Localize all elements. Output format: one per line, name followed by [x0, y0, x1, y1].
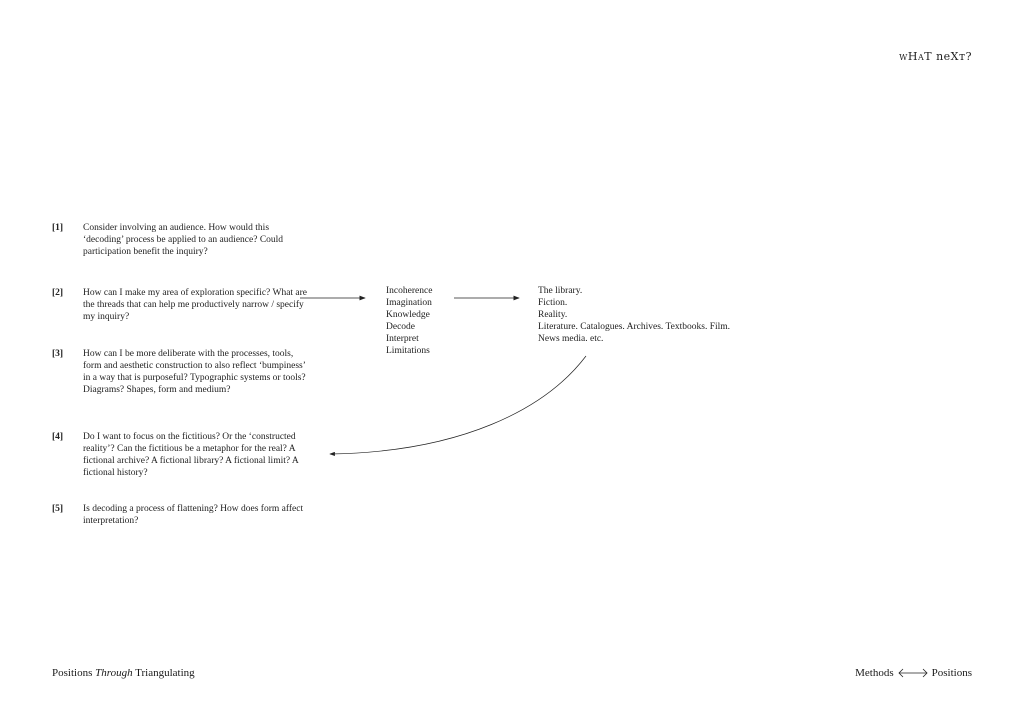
source-list	[538, 285, 730, 345]
question-number: [1]	[52, 223, 64, 233]
footer-left-part2: Through	[95, 667, 133, 679]
question-number: [5]	[52, 504, 64, 514]
question-text: Do I want to focus on the fictitious? Or the ‘constructed reality’? Can the fictitious be a metaphor for the real? A fictional archive? A fictional library? A fictional limit? A fictional history?	[83, 432, 299, 478]
source-item: Literature. Catalogues. Archives. Textbooks. Film.	[538, 322, 731, 332]
question-number: [4]	[52, 432, 64, 442]
source-item: News media. etc.	[538, 334, 604, 344]
footer-left-title	[52, 667, 195, 679]
page-title-part2: neXт?	[936, 50, 972, 63]
concept-item: Limitations	[386, 346, 430, 356]
question-number: [3]	[52, 349, 64, 359]
footer-right-part1: Methods	[855, 667, 894, 679]
page-title-part1: wHaT	[899, 50, 933, 63]
source-item: The library.	[538, 286, 583, 296]
footer-right-part2: Positions	[931, 667, 972, 679]
arrow-sources-to-question-4	[330, 356, 586, 454]
footer-left-part3: Triangulating	[135, 667, 195, 679]
page-title	[899, 50, 972, 63]
concept-item: Incoherence	[386, 286, 433, 296]
question-number: [2]	[52, 288, 64, 298]
question-text: Consider involving an audience. How would this ‘decoding’ process be applied to an audience? Could participation benefit the inquiry?	[83, 223, 284, 257]
concept-item: Knowledge	[386, 310, 430, 320]
source-item: Fiction.	[538, 298, 568, 308]
footer-right-title	[855, 667, 972, 679]
double-arrow-icon	[897, 668, 929, 678]
concept-item: Interpret	[386, 334, 419, 344]
footer-left-part1: Positions	[52, 667, 93, 679]
concept-item: Decode	[386, 322, 416, 332]
concept-list	[386, 285, 432, 357]
question-text: Is decoding a process of flattening? How does form affect interpretation?	[83, 504, 304, 526]
source-item: Reality.	[538, 310, 568, 320]
question-text: How can I be more deliberate with the processes, tools, form and aesthetic construction to also reflect ‘bumpiness’ in a way that is purposeful? Typographic systems or tools? Diagrams? Shapes, form and medium?	[83, 349, 306, 395]
question-text: How can I make my area of exploration specific? What are the threads that can help me productively narrow / specify my inquiry?	[83, 288, 308, 322]
concept-item: Imagination	[386, 298, 432, 308]
